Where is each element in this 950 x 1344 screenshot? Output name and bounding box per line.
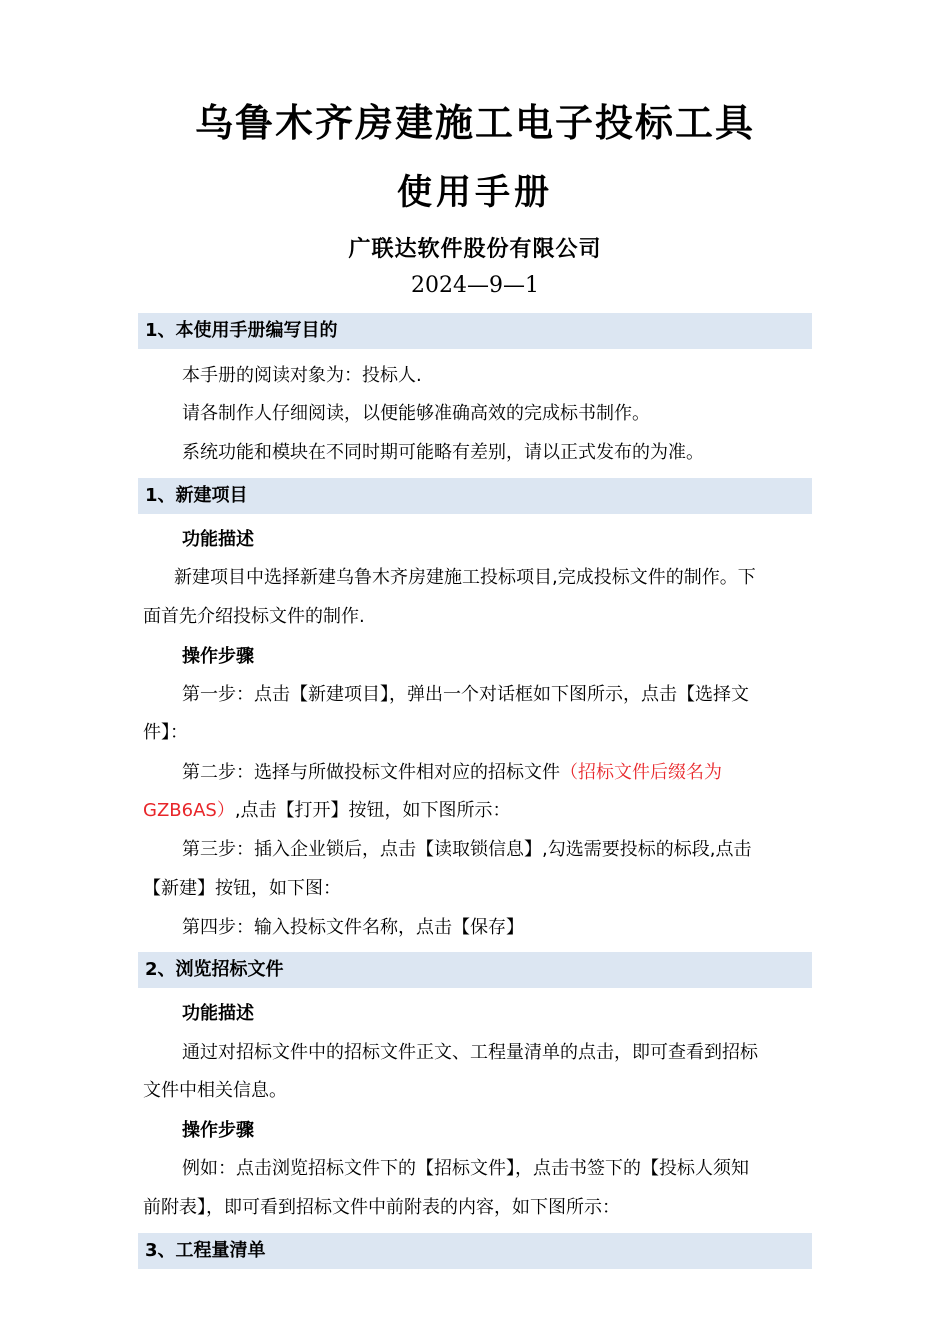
company-name: 广联达软件股份有限公司	[348, 236, 602, 262]
section-heading-purpose: 1、本使用手册编写目的	[138, 313, 812, 349]
paragraph-line: 面首先介绍投标文件的制作.	[143, 606, 365, 627]
paragraph-line: 新建项目中选择新建乌鲁木齐房建施工投标项目,完成投标文件的制作。下	[174, 567, 756, 588]
paragraph-line: 请各制作人仔细阅读，以便能够准确高效的完成标书制作。	[182, 403, 650, 424]
doc-date: 2024—9—1	[411, 273, 539, 298]
paragraph-line: 通过对招标文件中的招标文件正文、工程量清单的点击，即可查看到招标	[182, 1042, 758, 1063]
step1-line2: 件】：	[143, 722, 188, 743]
step2-line2	[143, 798, 511, 824]
doc-title-line1: 乌鲁木齐房建施工电子投标工具	[194, 100, 755, 145]
section-heading-bill: 3、工程量清单	[138, 1233, 812, 1269]
subheading-steps: 操作步骤	[182, 1120, 254, 1141]
paragraph-line: 系统功能和模块在不同时期可能略有差别，请以正式发布的为准。	[182, 442, 704, 463]
step1-line1: 第一步：点击【新建项目】，弹出一个对话框如下图所示，点击【选择文	[182, 684, 749, 705]
subheading-function: 功能描述	[182, 1003, 254, 1024]
section-heading-browse: 2、浏览招标文件	[138, 952, 812, 988]
step2-red-suffix: GZB6AS）	[143, 800, 235, 821]
step3-line1: 第三步：插入企业锁后，点击【读取锁信息】,勾选需要投标的标段,点击	[182, 839, 752, 860]
step2-line1	[182, 760, 722, 786]
section-heading-new-project: 1、新建项目	[138, 478, 812, 514]
example-line2: 前附表】，即可看到招标文件中前附表的内容，如下图所示：	[143, 1197, 620, 1218]
paragraph-line: 本手册的阅读对象为：投标人.	[182, 365, 422, 386]
step2-red-note: （招标文件后缀名为	[560, 762, 722, 783]
doc-title-line2: 使用手册	[396, 172, 553, 213]
paragraph-line: 文件中相关信息。	[143, 1080, 287, 1101]
step2-text-end: ,点击【打开】按钮，如下图所示：	[234, 800, 511, 821]
step2-text: 第二步：选择与所做投标文件相对应的招标文件	[182, 762, 560, 783]
step3-line2: 【新建】按钮，如下图：	[143, 878, 341, 899]
example-line1: 例如：点击浏览招标文件下的【招标文件】，点击书签下的【投标人须知	[182, 1158, 749, 1179]
subheading-steps: 操作步骤	[182, 646, 254, 667]
subheading-function: 功能描述	[182, 529, 254, 550]
step4-line: 第四步：输入投标文件名称，点击【保存】	[182, 917, 524, 938]
